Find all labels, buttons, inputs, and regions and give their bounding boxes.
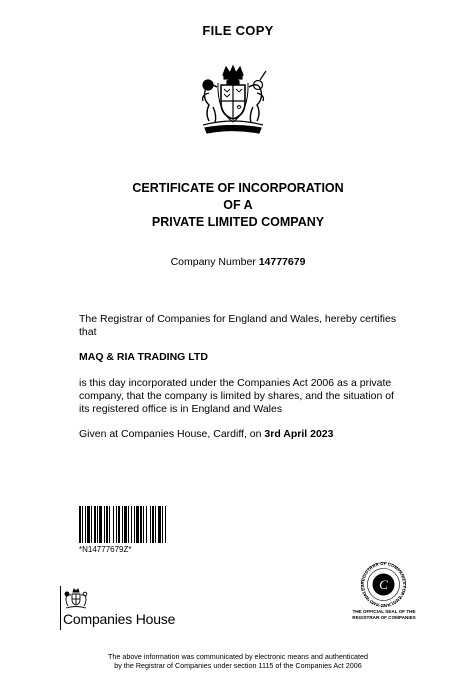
- given-at-line: [79, 428, 397, 441]
- companies-house-divider: [60, 586, 61, 630]
- barcode: [79, 506, 200, 543]
- footer-line-2: by the Registrar of Companies under section 1115 of the Companies Act 2006: [114, 661, 362, 670]
- companies-house-crest-icon: [63, 588, 89, 610]
- company-name: MAQ & RIA TRADING LTD: [79, 351, 208, 363]
- company-number-line: [0, 256, 476, 268]
- company-number-label: Company Number: [170, 256, 256, 268]
- seal-ring-text: REGISTRAR OF COMPANIES FOR ENGLAND AND WALES: [359, 561, 408, 608]
- royal-coat-of-arms-icon: [193, 63, 273, 135]
- incorporation-statement: is this day incorporated under the Companies Act 2006 as a private company, that the company is limited by shares, and the situation of its registered office is in England and Wales: [79, 377, 394, 415]
- certificate-title-line-1: CERTIFICATE OF INCORPORATION: [132, 181, 344, 195]
- incorporation-date: 3rd April 2023: [264, 428, 334, 440]
- registrar-certifies-text: The Registrar of Companies for England and Wales, hereby certifies that: [79, 313, 397, 338]
- seal-caption-line-2: REGISTRAR OF COMPANIES: [352, 615, 416, 620]
- seal-caption: [344, 609, 424, 621]
- barcode-text: *N14777679Z*: [79, 545, 132, 554]
- certificate-title-line-3: PRIVATE LIMITED COMPANY: [151, 215, 325, 229]
- certificate-title-line-2: OF A: [223, 198, 253, 212]
- svg-text:C: C: [379, 577, 388, 592]
- file-copy-heading: FILE COPY: [202, 23, 274, 38]
- company-number-value: 14777679: [258, 256, 306, 268]
- companies-house-logo-text: Companies House: [63, 611, 176, 627]
- given-at-text: Given at Companies House, Cardiff, on: [79, 428, 262, 440]
- footer-line-1: The above information was communicated by electronic means and authenticated: [107, 652, 369, 661]
- official-seal-icon: [352, 561, 415, 608]
- seal-caption-line-1: THE OFFICIAL SEAL OF THE: [352, 609, 416, 614]
- authentication-footer: [0, 652, 476, 670]
